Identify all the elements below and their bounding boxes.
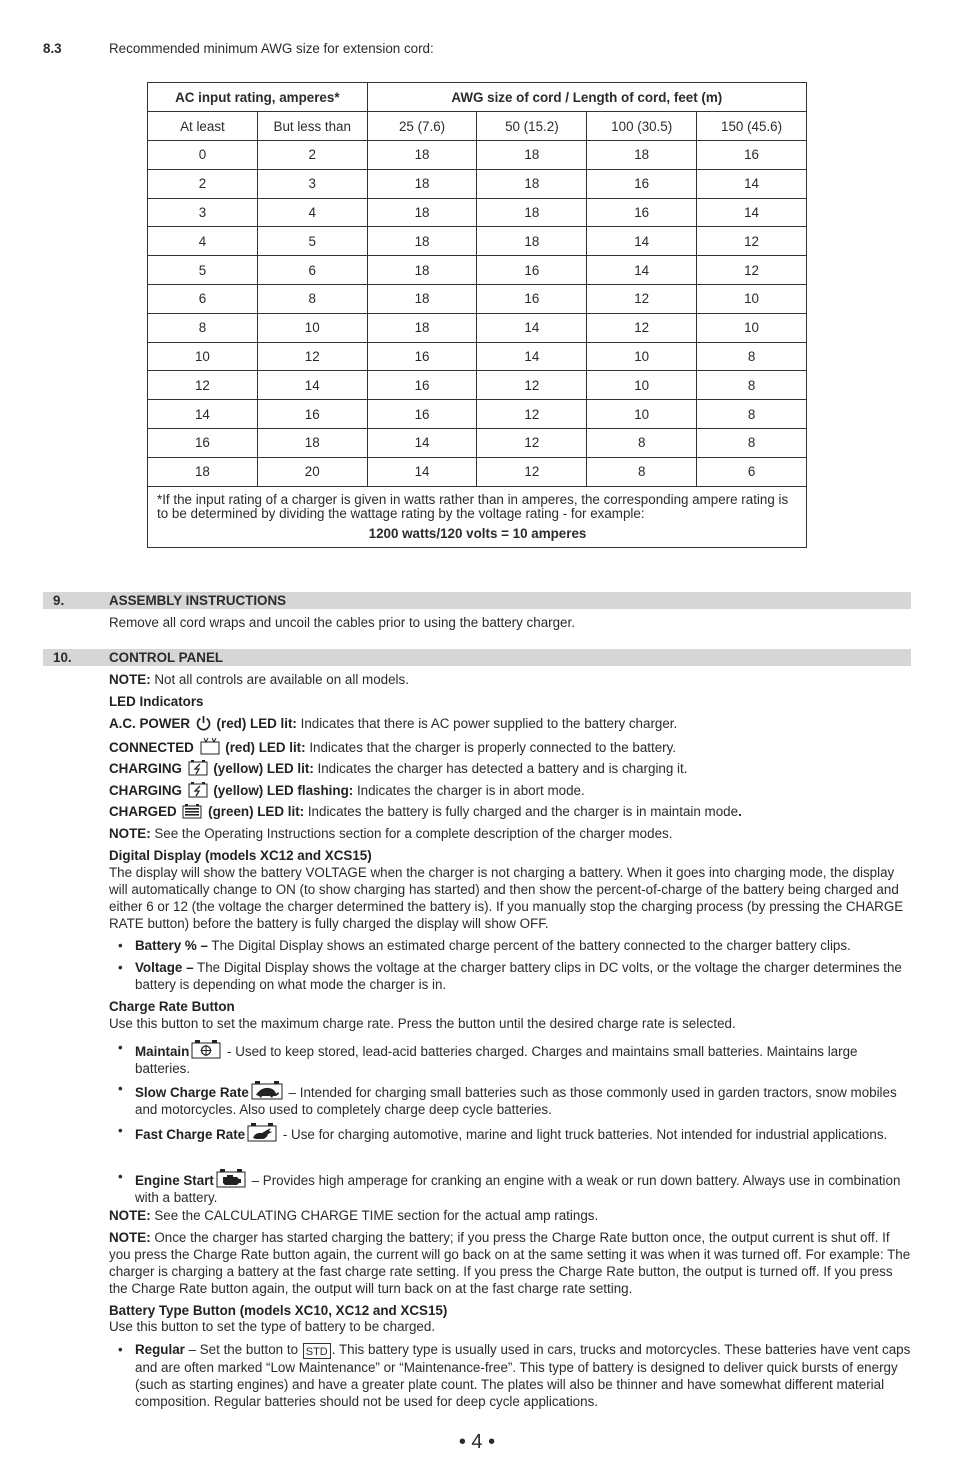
- table-cell: 10: [587, 400, 697, 429]
- table-cell: 12: [477, 400, 587, 429]
- table-cell: 16: [257, 400, 367, 429]
- turtle-icon: [251, 1080, 283, 1100]
- table-cell: 14: [587, 256, 697, 285]
- table-cell: 8: [697, 400, 807, 429]
- section-9-text: Remove all cord wraps and uncoil the cables prior to using the battery charger.: [109, 615, 575, 630]
- table-header-ac-rating: AC input rating, amperes*: [148, 83, 368, 112]
- table-cell: 3: [257, 169, 367, 198]
- table-cell: 6: [697, 457, 807, 486]
- table-cell: 14: [587, 227, 697, 256]
- table-cell: 8: [587, 428, 697, 457]
- battery-charging-icon: [188, 759, 208, 776]
- charge-rate-heading: Charge Rate Button: [109, 999, 235, 1014]
- table-cell: 18: [148, 457, 258, 486]
- table-cell: 2: [148, 169, 258, 198]
- table-header-awg-size: AWG size of cord / Length of cord, feet (m): [367, 83, 806, 112]
- table-cell: 14: [367, 457, 477, 486]
- table-cell: 12: [697, 227, 807, 256]
- table-cell: 16: [367, 400, 477, 429]
- subheader-cell: 150 (45.6): [697, 112, 807, 141]
- table-cell: 14: [697, 169, 807, 198]
- table-cell: 6: [148, 284, 258, 313]
- table-row: [148, 457, 807, 486]
- table-cell: 14: [477, 342, 587, 371]
- table-cell: 8: [587, 457, 697, 486]
- table-cell: 10: [587, 371, 697, 400]
- battery-type-heading: Battery Type Button (models XC10, XC12 and XCS15): [109, 1303, 448, 1318]
- table-cell: 8: [257, 284, 367, 313]
- section-8-3-title: Recommended minimum AWG size for extension cord:: [109, 41, 434, 56]
- table-cell: 18: [477, 227, 587, 256]
- power-icon: [196, 715, 211, 731]
- section-10-number: 10.: [53, 650, 72, 665]
- table-cell: 4: [148, 227, 258, 256]
- page-number: • 4 •: [458, 1431, 496, 1453]
- table-row: [148, 198, 807, 227]
- table-cell: 16: [587, 198, 697, 227]
- led-charging-flashing: CHARGING (yellow) LED flashing: Indicates the charger is in abort mode.: [109, 783, 585, 798]
- table-cell: 0: [148, 141, 258, 170]
- table-cell: 18: [367, 227, 477, 256]
- digital-display-text: The display will show the battery VOLTAGE when the charger is not charging a battery. When it goes into charging mode, the display will automatically change to ON (to show charging has started) and then show the percent-of-charge of the battery being charged and either 6 or 12 (the voltage the charger determined the battery is). If you manually stop the charging process (by pressing the CHARGE RATE button) before the battery is fully charged the display will show OFF.: [109, 865, 904, 931]
- table-row: [148, 141, 807, 170]
- table-cell: 10: [697, 313, 807, 342]
- table-cell: 16: [148, 428, 258, 457]
- table-cell: 18: [367, 256, 477, 285]
- table-row: [148, 313, 807, 342]
- table-cell: 18: [477, 198, 587, 227]
- table-cell: 16: [367, 342, 477, 371]
- subheader-cell: At least: [148, 112, 258, 141]
- engine-icon: [216, 1168, 246, 1188]
- section-9-number: 9.: [53, 593, 65, 608]
- table-footnote: *If the input rating of a charger is given in watts rather than in amperes, the corresponding ampere rating is to be determined by dividing the wattage rating by the voltage rating - for example:: [157, 491, 789, 521]
- battery-charging-icon: [188, 781, 208, 798]
- table-cell: 12: [587, 313, 697, 342]
- awg-table: [147, 82, 807, 548]
- subheader-cell: 50 (15.2): [477, 112, 587, 141]
- subheader-cell: 100 (30.5): [587, 112, 697, 141]
- std-button-label: STD: [303, 1343, 331, 1359]
- table-row: [148, 284, 807, 313]
- table-cell: 10: [697, 284, 807, 313]
- table-cell: 18: [477, 169, 587, 198]
- table-cell: 16: [367, 371, 477, 400]
- led-ac-power: A.C. POWER (red) LED lit: Indicates that there is AC power supplied to the battery charger.: [109, 716, 678, 731]
- table-cell: 18: [367, 198, 477, 227]
- charge-rate-text: Use this button to set the maximum charge rate. Press the button until the desired charge rate is selected.: [109, 1016, 736, 1031]
- table-cell: 16: [477, 284, 587, 313]
- table-cell: 10: [257, 313, 367, 342]
- table-cell: 12: [587, 284, 697, 313]
- maintain-icon: [191, 1039, 221, 1059]
- table-cell: 14: [477, 313, 587, 342]
- table-row: [148, 256, 807, 285]
- battery-type-text: Use this button to set the type of battery to be charged.: [109, 1319, 436, 1334]
- table-footnote-cell: [148, 486, 807, 547]
- subheader-cell: But less than: [257, 112, 367, 141]
- table-cell: 18: [477, 141, 587, 170]
- digital-display-heading: Digital Display (models XC12 and XCS15): [109, 848, 372, 863]
- note-charge-rate-behavior: NOTE: Once the charger has started charging the battery; if you press the Charge Rate button once, the output current is shut off. If you press the Charge Rate button again, the current will go back on at the same setting it was when it was turned off. For example: The charger is charging a battery at the fast charge rate setting. If you press the Charge Rate button, the output is turned off. If you press the Charge Rate button again, the output will turn back on at the fast charge rate setting.: [109, 1230, 911, 1296]
- table-row: [148, 227, 807, 256]
- table-cell: 14: [697, 198, 807, 227]
- table-row: [148, 428, 807, 457]
- led-indicators-heading: LED Indicators: [109, 694, 204, 709]
- table-cell: 8: [697, 371, 807, 400]
- table-row: [148, 169, 807, 198]
- table-cell: 14: [148, 400, 258, 429]
- led-charged: CHARGED (green) LED lit: Indicates the battery is fully charged and the charger is in maintain mode.: [109, 804, 742, 819]
- table-cell: 16: [587, 169, 697, 198]
- table-row: [148, 400, 807, 429]
- table-cell: 12: [257, 342, 367, 371]
- section-10-title: CONTROL PANEL: [109, 650, 224, 665]
- table-cell: 18: [257, 428, 367, 457]
- led-connected: CONNECTED (red) LED lit: Indicates that the charger is properly connected to the battery.: [109, 737, 911, 756]
- table-cell: 4: [257, 198, 367, 227]
- table-cell: 10: [148, 342, 258, 371]
- table-cell: 8: [697, 342, 807, 371]
- table-cell: 6: [257, 256, 367, 285]
- rabbit-icon: [247, 1122, 277, 1142]
- subheader-cell: 25 (7.6): [367, 112, 477, 141]
- table-cell: 16: [477, 256, 587, 285]
- table-cell: 18: [367, 141, 477, 170]
- table-row: [148, 342, 807, 371]
- table-cell: 8: [697, 428, 807, 457]
- table-cell: 5: [257, 227, 367, 256]
- note-operating-instructions: NOTE: See the Operating Instructions section for a complete description of the charger modes.: [109, 826, 673, 841]
- table-cell: 5: [148, 256, 258, 285]
- table-cell: 8: [148, 313, 258, 342]
- note-charge-time: NOTE: See the CALCULATING CHARGE TIME section for the actual amp ratings.: [109, 1208, 599, 1223]
- table-cell: 10: [587, 342, 697, 371]
- table-cell: 18: [367, 284, 477, 313]
- table-cell: 12: [477, 428, 587, 457]
- battery-full-icon: [182, 803, 202, 819]
- table-cell: 12: [477, 371, 587, 400]
- table-cell: 12: [148, 371, 258, 400]
- table-cell: 12: [697, 256, 807, 285]
- battery-connected-icon: [200, 737, 220, 755]
- table-cell: 18: [587, 141, 697, 170]
- note-all-controls: NOTE: Not all controls are available on all models.: [109, 672, 409, 687]
- table-cell: 2: [257, 141, 367, 170]
- section-8-3-number: 8.3: [43, 41, 62, 56]
- table-cell: 18: [367, 169, 477, 198]
- section-9-bar: [43, 592, 911, 609]
- table-row: [148, 371, 807, 400]
- section-9-title: ASSEMBLY INSTRUCTIONS: [109, 593, 287, 608]
- table-cell: 14: [257, 371, 367, 400]
- table-cell: 3: [148, 198, 258, 227]
- table-cell: 12: [477, 457, 587, 486]
- table-cell: 16: [697, 141, 807, 170]
- led-charging-lit: CHARGING (yellow) LED lit: Indicates the charger has detected a battery and is charging it.: [109, 761, 688, 776]
- table-formula: 1200 watts/120 volts = 10 amperes: [368, 525, 587, 541]
- table-cell: 18: [367, 313, 477, 342]
- section-10-bar: [43, 649, 911, 666]
- table-cell: 14: [367, 428, 477, 457]
- table-cell: 20: [257, 457, 367, 486]
- awg-table-body: [148, 141, 807, 487]
